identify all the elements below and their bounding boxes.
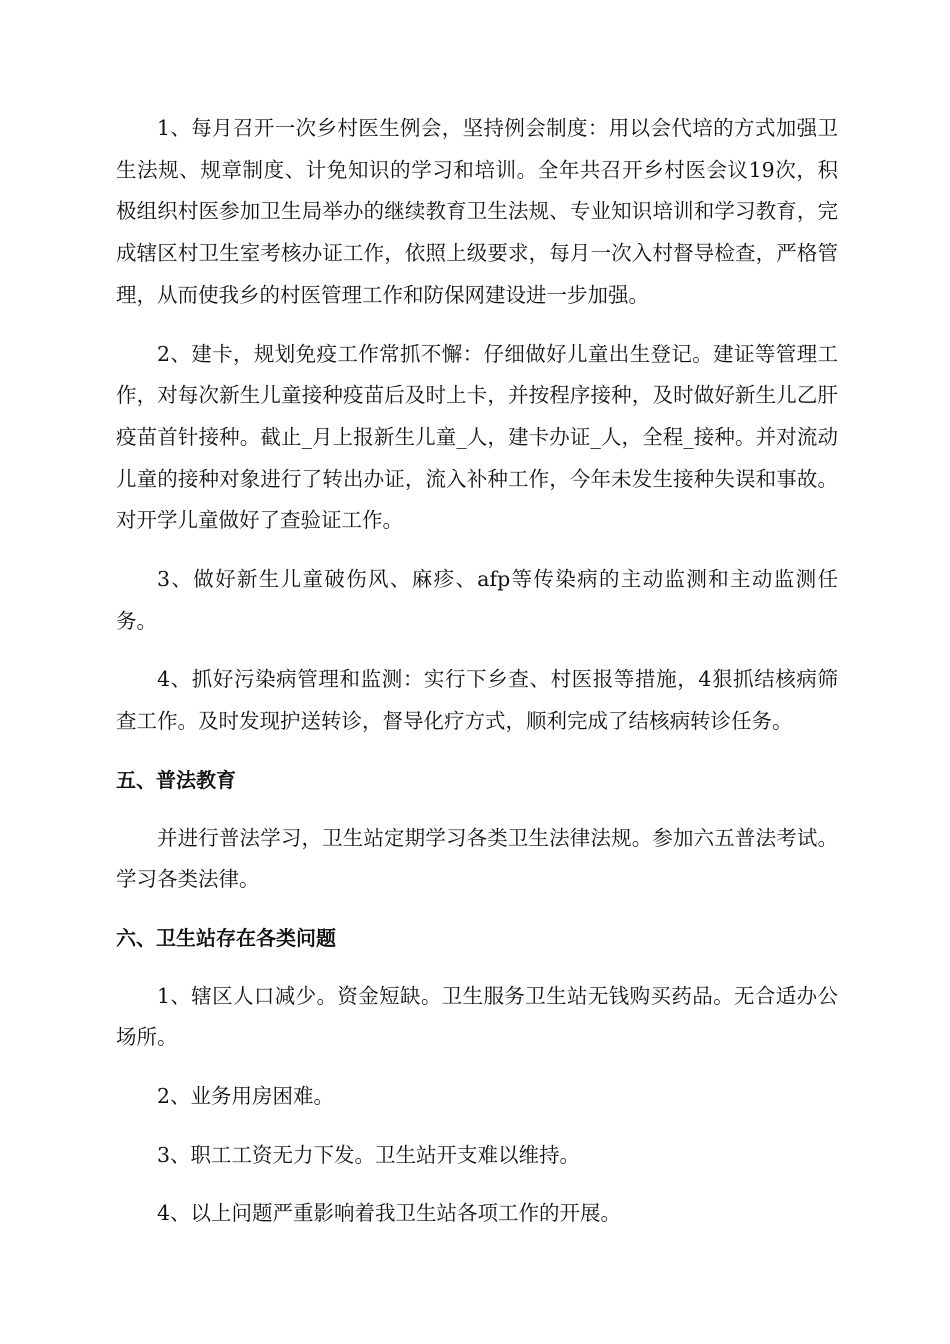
paragraph-problem-wages: 3、职工工资无力下发。卫生站开支难以维持。 bbox=[157, 1142, 581, 1167]
paragraph-legal-study: 并进行普法学习，卫生站定期学习各类卫生法律法规。参加六五普法考试。学习各类法律。 bbox=[116, 825, 838, 892]
paragraph-infectious-disease-management: 4、抓好污染病管理和监测：实行下乡查、村医报等措施，4狠抓结核病筛查工作。及时发现护送转诊，督导化疗方式，顺利完成了结核病转诊任务。 bbox=[116, 667, 838, 734]
paragraph-immunization-cards: 2、建卡，规划免疫工作常抓不懈：仔细做好儿童出生登记。建证等管理工作，对每次新生儿童接种疫苗后及时上卡，并按程序接种，及时做好新生儿乙肝疫苗首针接种。截止_月上报新生儿童_人，建卡办证_人，全程_接种。并对流动儿童的接种对象进行了转出办证，流入补种工作，今年未发生接种失误和事故。对开学儿童做好了查验证工作。 bbox=[116, 341, 838, 533]
paragraph-problem-impact: 4、以上问题严重影响着我卫生站各项工作的开展。 bbox=[157, 1201, 622, 1226]
paragraph-problem-population: 1、辖区人口减少。资金短缺。卫生服务卫生站无钱购买药品。无合适办公场所。 bbox=[116, 983, 838, 1050]
paragraph-village-doctor-meetings: 1、每月召开一次乡村医生例会，坚持例会制度：用以会代培的方式加强卫生法规、规章制度、计免知识的学习和培训。全年共召开乡村医会议19次，积极组织村医参加卫生局举办的继续教育卫生法规、专业知识培训和学习教育，完成辖区村卫生室考核办证工作，依照上级要求，每月一次入村督导检查，严格管理，从而使我乡的村医管理工作和防保网建设进一步加强。 bbox=[116, 116, 838, 307]
section-heading-legal-education: 五、普法教育 bbox=[116, 767, 236, 792]
paragraph-problem-housing: 2、业务用房困难。 bbox=[157, 1084, 335, 1109]
paragraph-disease-monitoring: 3、做好新生儿童破伤风、麻疹、afp等传染病的主动监测和主动监测任务。 bbox=[116, 567, 838, 633]
section-heading-station-problems: 六、卫生站存在各类问题 bbox=[116, 925, 336, 950]
